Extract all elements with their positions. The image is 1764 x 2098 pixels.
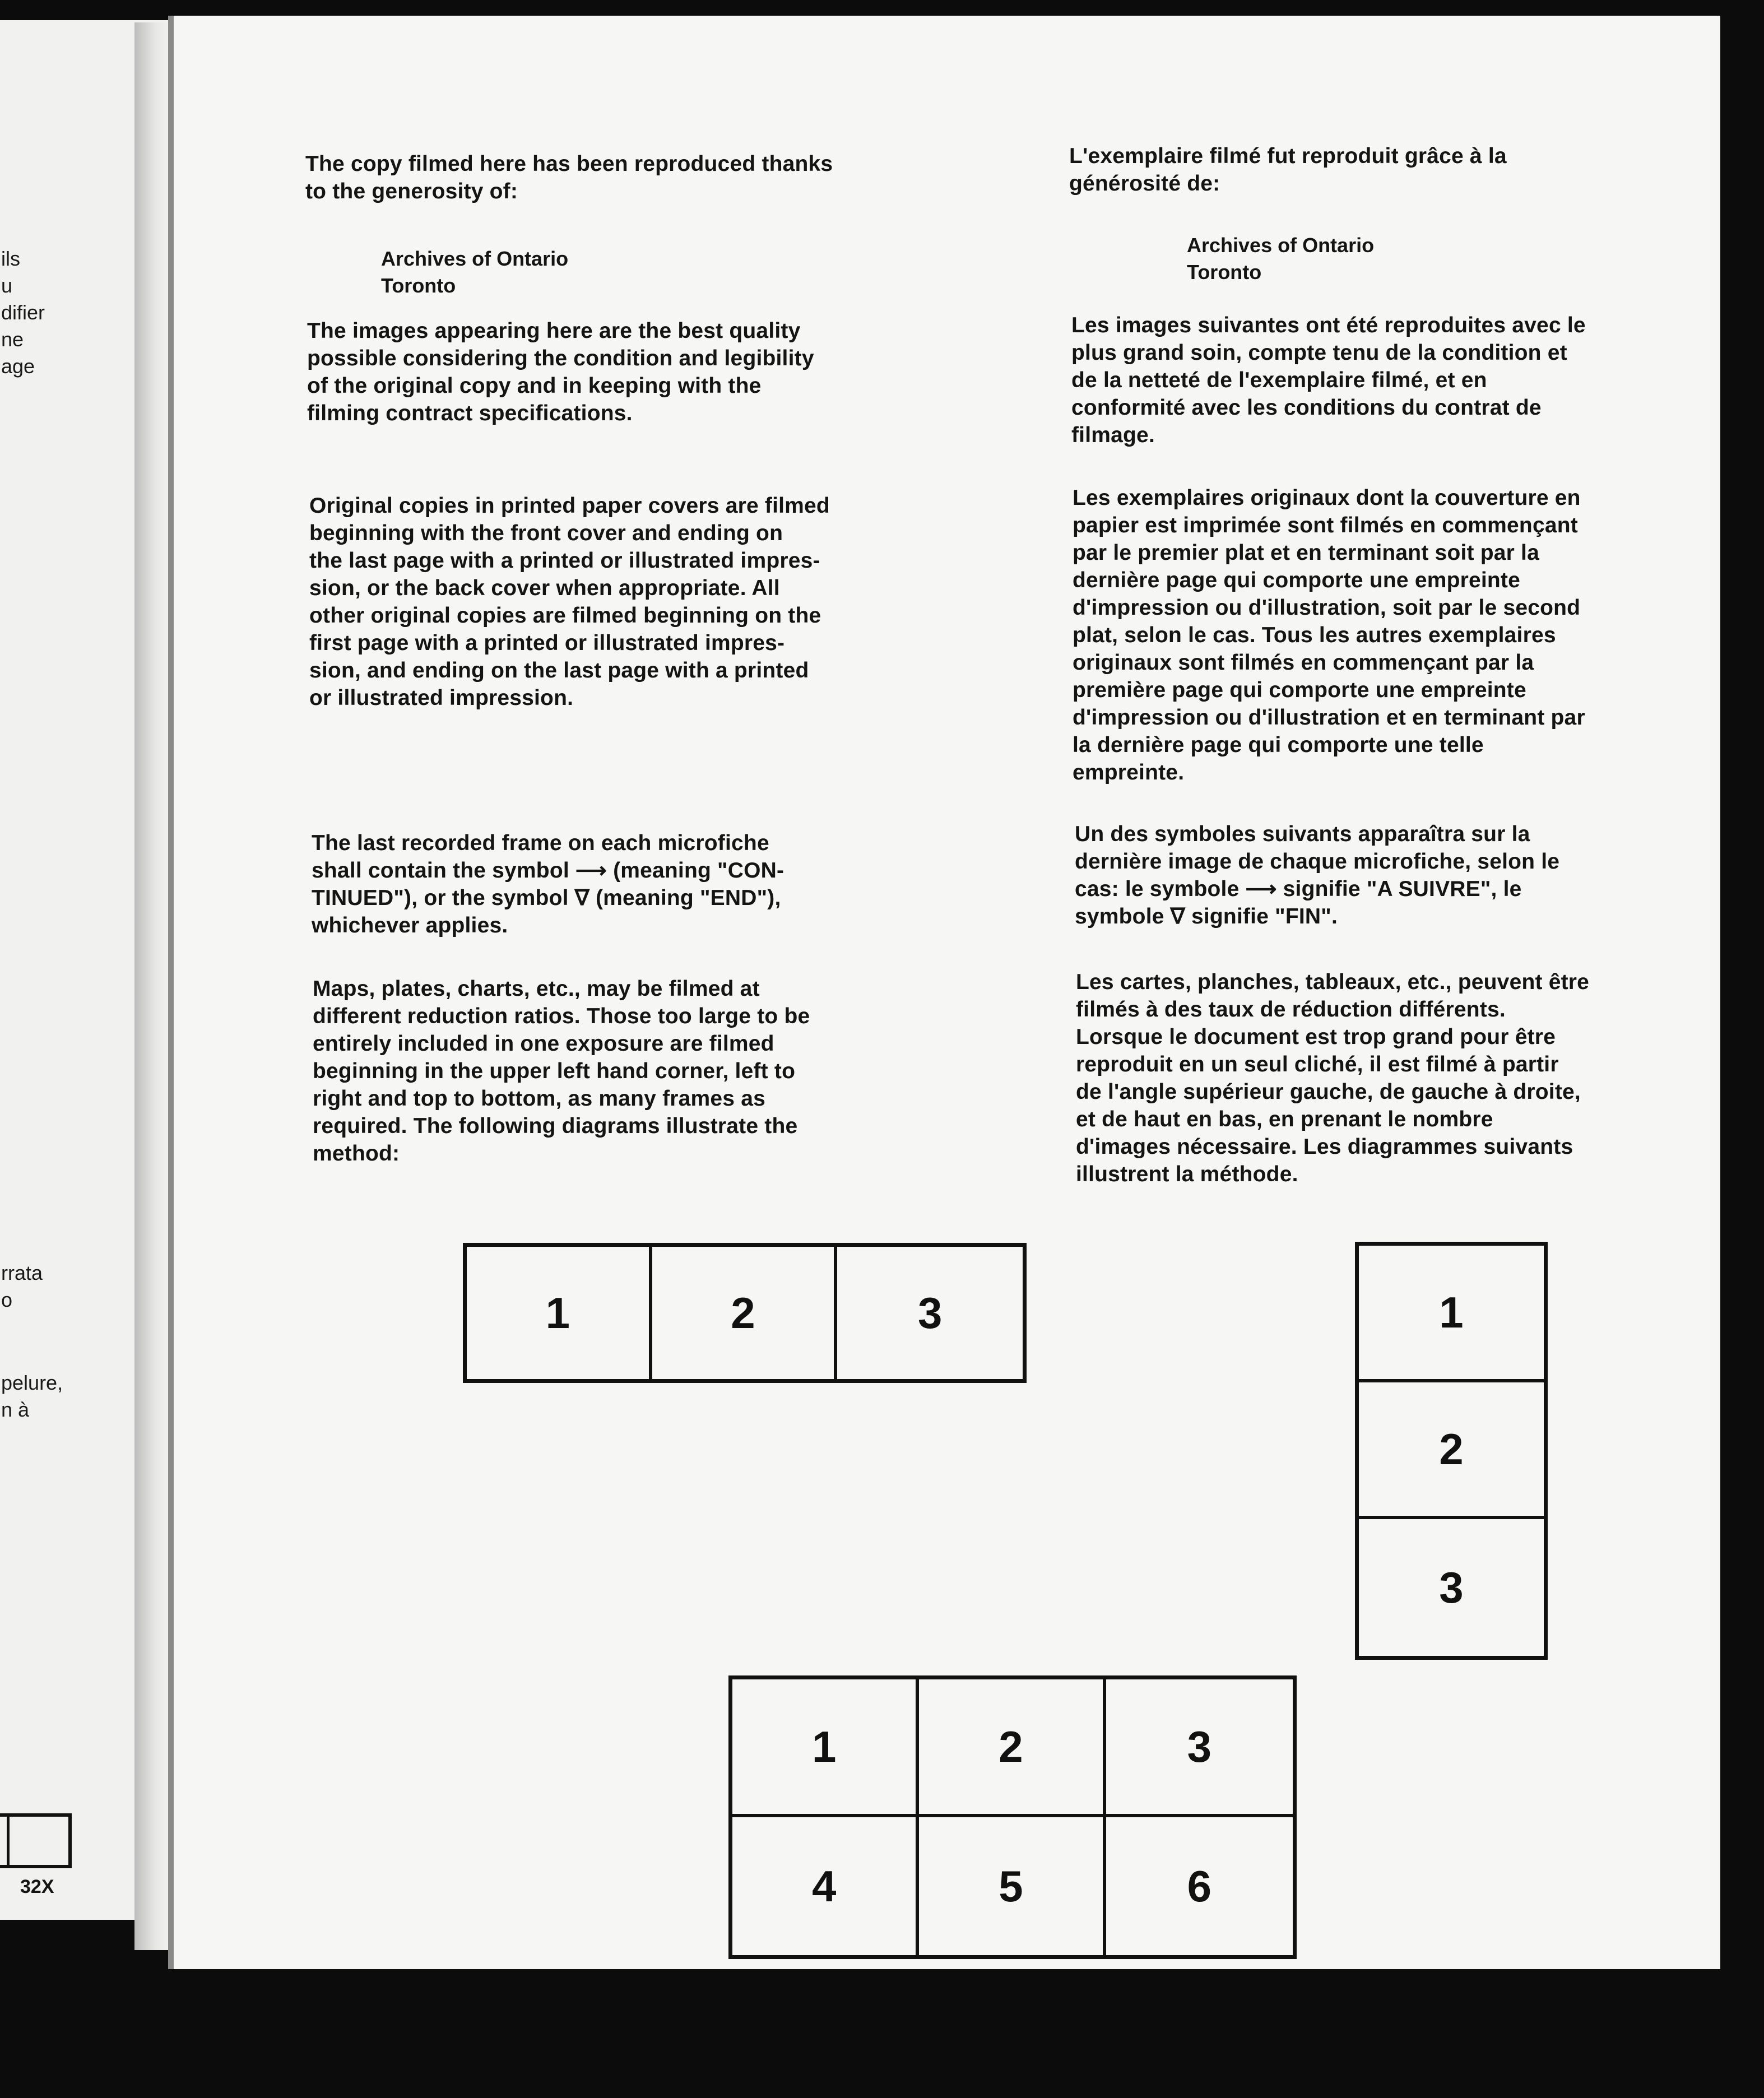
stub-line: age [1, 355, 35, 378]
frame-cell: 5 [919, 1817, 1106, 1955]
reduction-ratio-label: 32X [20, 1876, 54, 1897]
frame-cell: 3 [1106, 1679, 1293, 1817]
left-stub-text-3 [1, 1370, 63, 1423]
frame-cell: 6 [1187, 1861, 1212, 1911]
en-symbols-statement: The last recorded frame on each microfiche shall contain the symbol ⟶ (meaning "CON- TINUED"), or the symbol ∇ (meaning "END"), whichever applies. [312, 831, 784, 937]
stub-line: pelure, [1, 1371, 63, 1394]
scale-divider [7, 1817, 10, 1865]
diagram-vertical-frames [1355, 1242, 1548, 1660]
left-stub-text [1, 245, 45, 380]
frame-cell: 2 [1359, 1382, 1544, 1519]
en-originals-statement: Original copies in printed paper covers are filmed beginning with the front cover and ending on the last page with a printed or illustrated impres- sion, or the back cover when appropriate. All other original copies are filmed beginning on the first page with a printed or illustrated impres- sion, and ending on the last page with a printed or illustrated impression. [309, 494, 830, 710]
en-institution-city: Toronto [381, 274, 456, 297]
fr-symbols-statement: Un des symboles suivants apparaîtra sur la dernière image de chaque microfiche, selon le cas: le symbole ⟶ signifie "A SUIVRE", le symbole ∇ signifie "FIN". [1075, 822, 1560, 929]
stub-line: difier [1, 301, 45, 324]
stub-line: ne [1, 328, 24, 351]
page-fold-shadow [134, 22, 168, 1950]
frame-cell: 3 [1439, 1562, 1464, 1612]
stub-line: rrata [1, 1261, 43, 1284]
stub-line: o [1, 1288, 13, 1311]
diagram-grid-frames [728, 1675, 1297, 1959]
fr-institution [1187, 232, 1374, 286]
en-institution-name: Archives of Ontario [381, 247, 569, 270]
fr-originals-statement: Les exemplaires originaux dont la couverture en papier est imprimée sont filmés en commençant par le premier plat et en terminant soit par la dernière page qui comporte une empreinte d'impression ou d'illustration, soit par le second plat, selon le cas. Tous les autres exemplaires originaux sont filmés en commençant par la première page qui comporte une empreinte d'impression ou d'illustration et en terminant par la dernière page qui comporte une telle empreinte. [1073, 486, 1585, 785]
diagram-horizontal-frames [463, 1243, 1027, 1383]
en-intro: The copy filmed here has been reproduced thanks to the generosity of: [305, 152, 833, 203]
fr-institution-city: Toronto [1187, 261, 1262, 284]
stub-line: ils [1, 247, 20, 270]
frame-cell: 1 [467, 1247, 652, 1379]
en-maps-statement: Maps, plates, charts, etc., may be filmed at different reduction ratios. Those too large to be entirely included in one exposure are filmed beginning in the upper left hand corner, left to right and top to bottom, as many frames as required. The following diagrams illustrate the method: [313, 977, 810, 1166]
en-institution [381, 245, 568, 299]
frame-cell: 2 [652, 1247, 838, 1379]
fr-institution-name: Archives of Ontario [1187, 234, 1375, 257]
frame-cell: 2 [919, 1679, 1106, 1817]
frame-cell: 1 [1359, 1246, 1544, 1382]
left-stub-text-2 [1, 1260, 43, 1313]
en-quality-statement: The images appearing here are the best quality possible considering the condition and legibility of the original copy and in keeping with the filming contract specifications. [307, 319, 814, 425]
frame-cell: 4 [732, 1817, 919, 1955]
fr-intro: L'exemplaire filmé fut reproduit grâce à la générosité de: [1069, 144, 1507, 196]
stub-line: u [1, 274, 13, 297]
frame-cell: 3 [917, 1288, 943, 1338]
fr-quality-statement: Les images suivantes ont été reproduites avec le plus grand soin, compte tenu de la condition et de la netteté de l'exemplaire filmé, et en conformité avec les conditions du contrat de filmage. [1071, 313, 1586, 447]
left-reduction-scale-box [0, 1813, 72, 1868]
stub-line: n à [1, 1398, 30, 1421]
frame-cell: 1 [732, 1679, 919, 1817]
fr-maps-statement: Les cartes, planches, tableaux, etc., peuvent être filmés à des taux de réduction différents. Lorsque le document est trop grand pour être reproduit en un seul cliché, il est filmé à partir de l'angle supérieur gauche, de gauche à droite, et de haut en bas, en prenant le nombre d'images nécessaire. Les diagrammes suivants illustrent la méthode. [1076, 970, 1590, 1186]
